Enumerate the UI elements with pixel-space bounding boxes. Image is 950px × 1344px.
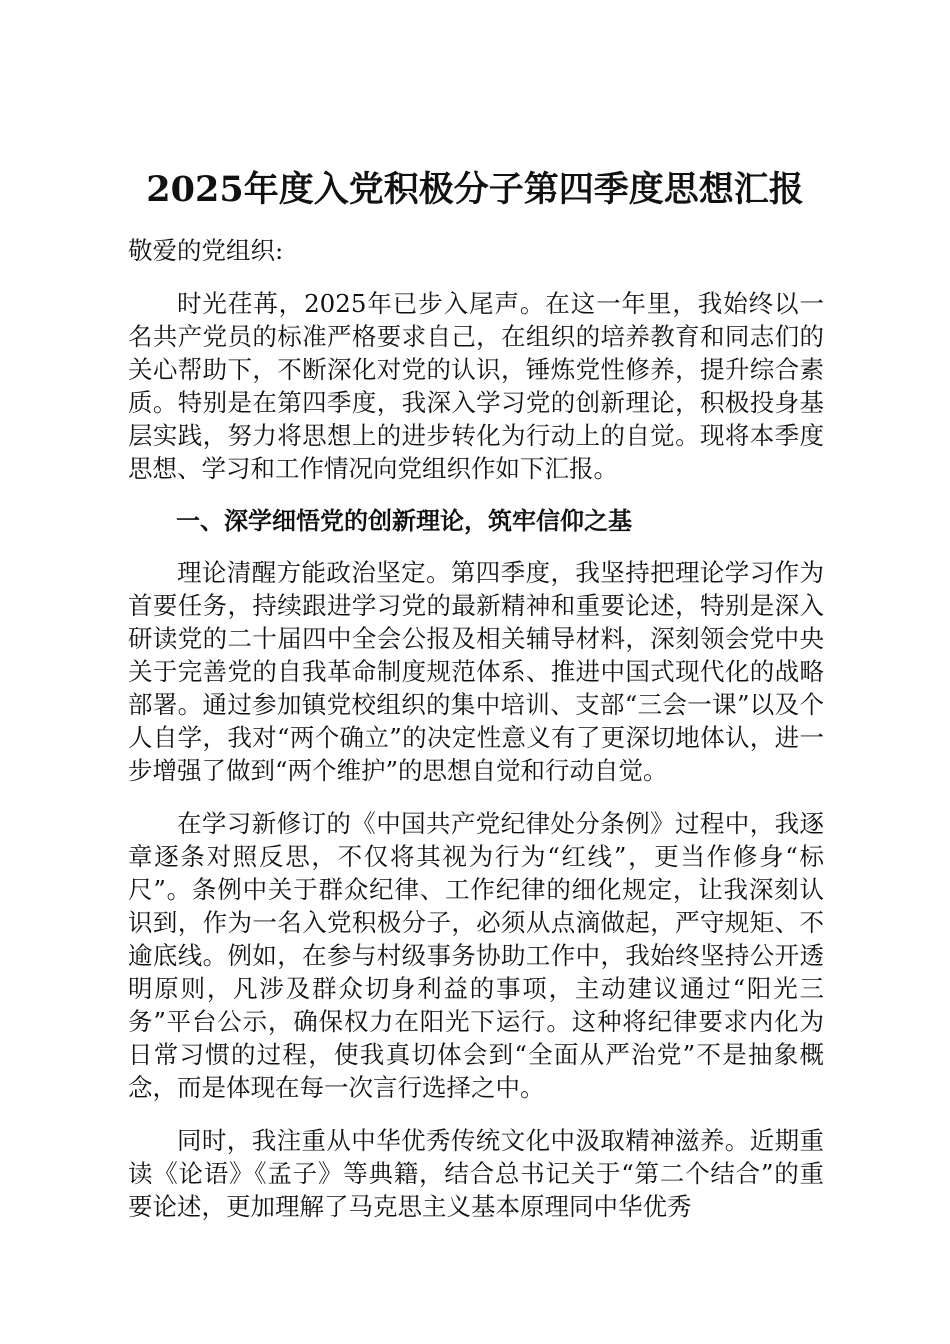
body-paragraph: 理论清醒方能政治坚定。第四季度，我坚持把理论学习作为首要任务，持续跟进学习党的最新精神和重要论述，特别是深入研读党的二十届四中全会公报及相关辅导材料，深刻领会党中央关于完善党的自我革命制度规范体系、推进中国式现代化的战略部署。通过参加镇党校组织的集中培训、支部“三会一课”以及个人自学，我对“两个确立”的决定性意义有了更深切地体认，进一步增强了做到“两个维护”的思想自觉和行动自觉。 xyxy=(128,558,824,785)
intro-paragraph: 时光荏苒，2025年已步入尾声。在这一年里，我始终以一名共产党员的标准严格要求自己，在组织的培养教育和同志们的关心帮助下，不断深化对党的认识，锤炼党性修养，提升综合素质。特别是在第四季度，我深入学习党的创新理论，积极投身基层实践，努力将思想上的进步转化为行动上的自觉。现将本季度思想、学习和工作情况向党组织作如下汇报。 xyxy=(128,289,824,483)
body-paragraph: 在学习新修订的《中国共产党纪律处分条例》过程中，我逐章逐条对照反思，不仅将其视为行为“红线”，更当作修身“标尺”。条例中关于群众纪律、工作纪律的细化规定，让我深刻认识到，作为一名入党积极分子，必须从点滴做起，严守规矩、不逾底线。例如，在参与村级事务协助工作中，我始终坚持公开透明原则，凡涉及群众切身利益的事项，主动建议通过“阳光三务”平台公示，确保权力在阳光下运行。这种将纪律要求内化为日常习惯的过程，使我真切体会到“全面从严治党”不是抽象概念，而是体现在每一次言行选择之中。 xyxy=(128,809,824,1102)
section-heading: 一、深学细悟党的创新理论，筑牢信仰之基 xyxy=(176,507,632,535)
body-paragraph: 同时，我注重从中华优秀传统文化中汲取精神滋养。近期重读《论语》《孟子》等典籍，结合总书记关于“第二个结合”的重要论述，更加理解了马克思主义基本原理同中华优秀 xyxy=(128,1126,824,1221)
salutation: 敬爱的党组织: xyxy=(128,236,284,265)
document-title: 2025年度入党积极分子第四季度思想汇报 xyxy=(146,169,804,210)
document-content xyxy=(128,234,824,1243)
